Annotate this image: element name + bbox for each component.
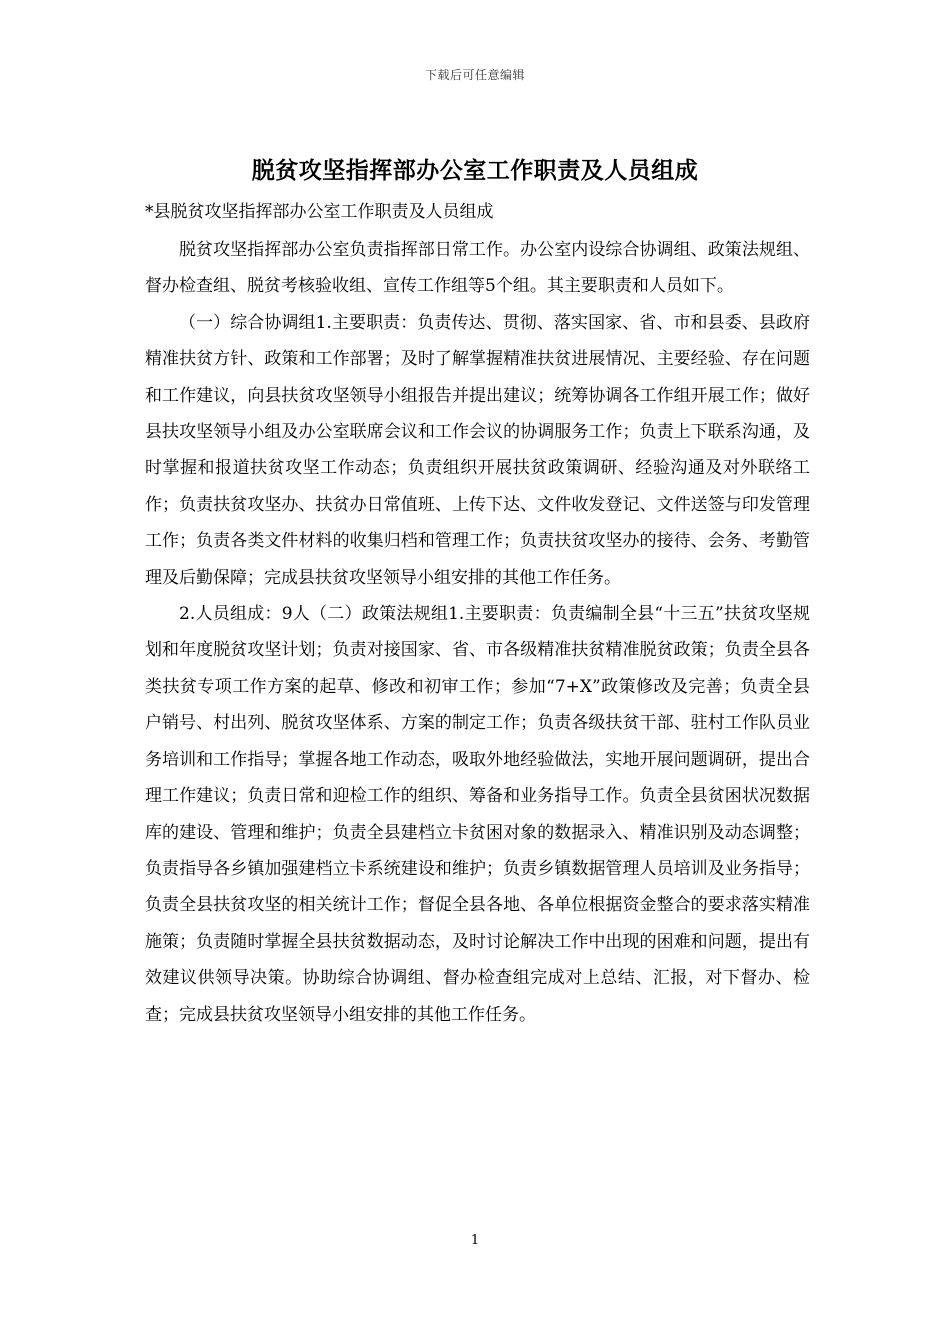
paragraph-coordination-group: （一）综合协调组1.主要职责：负责传达、贯彻、落实国家、省、市和县委、县政府精准扶贫方针、政策和工作部署；及时了解掌握精准扶贫进展情况、主要经验、存在问题和工作建议，向县扶贫攻坚领导小组报告并提出建议；统筹协调各工作组开展工作；做好县扶攻坚领导小组及办公室联席会议和工作会议的协调服务工作；负责上下联系沟通，及时掌握和报道扶贫攻坚工作动态；负责组织开展扶贫政策调研、经验沟通及对外联络工作；负责扶贫攻坚办、扶贫办日常值班、上传下达、文件收发登记、文件送签与印发管理工作；负责各类文件材料的收集归档和管理工作；负责扶贫攻坚办的接待、会务、考勤管理及后勤保障；完成县扶贫攻坚领导小组安排的其他工作任务。	[145, 312, 810, 588]
document-title: 脱贫攻坚指挥部办公室工作职责及人员组成	[251, 157, 699, 184]
document-subtitle: *县脱贫攻坚指挥部办公室工作职责及人员组成	[145, 202, 494, 222]
paragraph-intro: 脱贫攻坚指挥部办公室负责指挥部日常工作。办公室内设综合协调组、政策法规组、督办检查组、脱贫考核验收组、宣传工作组等5个组。其主要职责和人员如下。	[145, 240, 810, 297]
document-body	[145, 232, 810, 1033]
page-number: 1	[470, 1233, 480, 1248]
paragraph-policy-group: 2.人员组成：9人（二）政策法规组1.主要职责：负责编制全县“十三五”扶贫攻坚规划和年度脱贫攻坚计划；负责对接国家、省、市各级精准扶贫精准脱贫政策；负责全县各类扶贫专项工作方案的起草、修改和初审工作；参加“7+X”政策修改及完善；负责全县户销号、村出列、脱贫攻坚体系、方案的制定工作；负责各级扶贫干部、驻村工作队员业务培训和工作指导；掌握各地工作动态，吸取外地经验做法，实地开展问题调研，提出合理工作建议；负责日常和迎检工作的组织、筹备和业务指导工作。负责全县贫困状况数据库的建设、管理和维护；负责全县建档立卡贫困对象的数据录入、精准识别及动态调整；负责指导各乡镇加强建档立卡系统建设和维护；负责乡镇数据管理人员培训及业务指导；负责全县扶贫攻坚的相关统计工作；督促全县各地、各单位根据资金整合的要求落实精准施策；负责随时掌握全县扶贫数据动态，及时讨论解决工作中出现的困难和问题，提出有效建议供领导决策。协助综合协调组、督办检查组完成对上总结、汇报，对下督办、检查；完成县扶贫攻坚领导小组安排的其他工作任务。	[145, 604, 810, 1025]
header-note: 下载后可任意编辑	[424, 68, 525, 82]
